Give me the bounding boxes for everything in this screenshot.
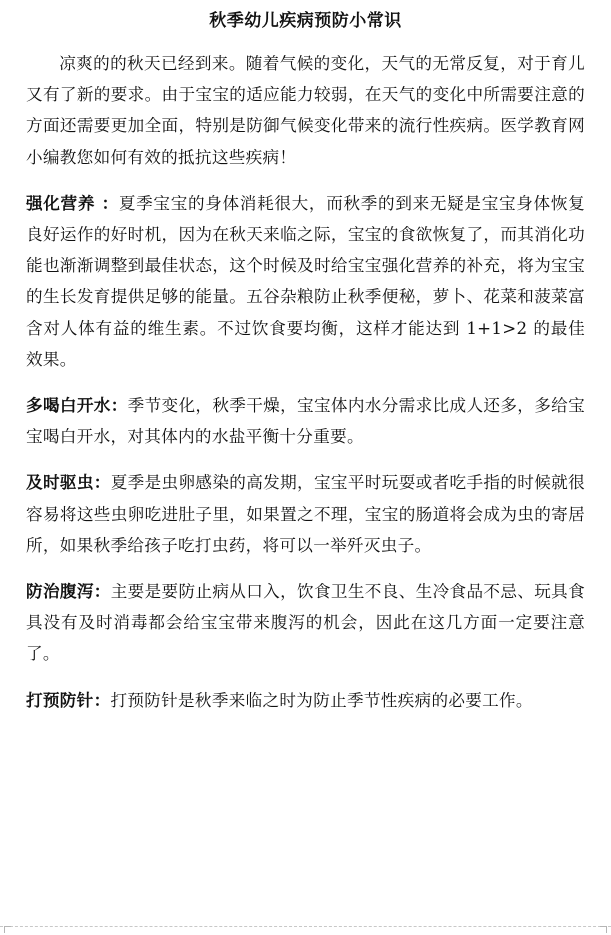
section-body: 打预防针是秋季来临之时为防止季节性疾病的必要工作。 <box>110 690 533 710</box>
section-nutrition <box>26 188 585 375</box>
page-corner-mark-left <box>4 926 11 933</box>
section-heading: 防治腹泻： <box>26 581 111 602</box>
section-vaccination <box>26 685 585 716</box>
intro-paragraph: 凉爽的的秋天已经到来。随着气候的变化，天气的无常反复，对于育儿又有了新的要求。由于宝宝的适应能力较弱，在天气的变化中所需要注意的方面还需要更加全面，特别是防御气候变化带来的流行性疾病。医学教育网小编教您如何有效的抵抗这些疾病！ <box>26 54 585 167</box>
section-heading: 打预防针： <box>26 689 111 710</box>
page-corner-mark-right <box>600 926 607 933</box>
section-water <box>26 390 585 452</box>
section-diarrhea <box>26 576 585 670</box>
section-body: 夏季宝宝的身体消耗很大，而秋季的到来无疑是宝宝身体恢复良好运作的好时机，因为在秋天来临之际，宝宝的食欲恢复了，而其消化功能也渐渐调整到最佳状态，这个时候及时给宝宝强化营养的补充，将为宝宝的生长发育提供足够的能量。五谷杂粮防止秋季便秘，萝卜、花菜和菠菜富含对人体有益的维生素。不过饮食要均衡，这样才能达到 1+1>2 的最佳效果。 <box>26 193 585 369</box>
section-deworming <box>26 467 585 561</box>
document-title: 秋季幼儿疾病预防小常识 <box>209 11 402 31</box>
section-heading: 及时驱虫： <box>26 472 111 493</box>
section-body: 主要是要防止病从口入，饮食卫生不良、生冷食品不忌、玩具食具没有及时消毒都会给宝宝带来腹泻的机会，因此在这几方面一定要注意了。 <box>26 582 585 664</box>
page-bottom-divider <box>0 926 611 927</box>
section-body: 季节变化，秋季干燥，宝宝体内水分需求比成人还多，多给宝宝喝白开水，对其体内的水盐平衡十分重要。 <box>26 396 585 447</box>
section-heading: 多喝白开水： <box>26 395 128 416</box>
section-heading: 强化营养 ： <box>26 192 119 213</box>
section-body: 夏季是虫卵感染的高发期，宝宝平时玩耍或者吃手指的时候就很容易将这些虫卵吃进肚子里，如果置之不理，宝宝的肠道将会成为虫的寄居所，如果秋季给孩子吃打虫药，将可以一举歼灭虫子。 <box>26 473 585 555</box>
